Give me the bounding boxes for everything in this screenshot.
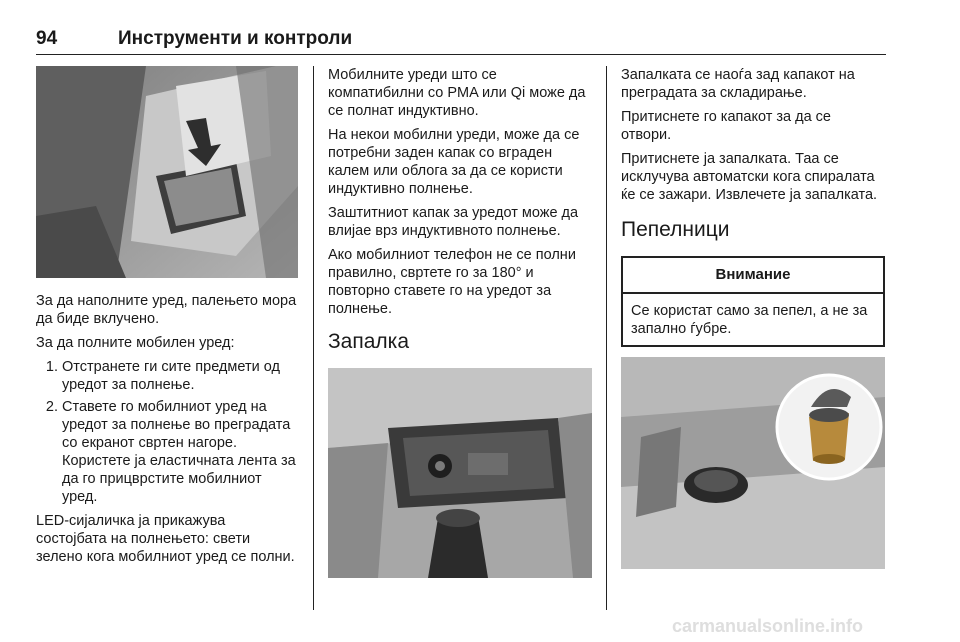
caution-text: Се користат само за пепел, а не за запално ѓубре. xyxy=(631,303,868,337)
list-item: 2. Ставете го мобилниот уред на уредот за полнење во преградата со екранот свртен нагоре. Користете ја еластичната лента за да го прицврстите мобилниот уред. xyxy=(62,398,298,506)
heading-lighter: Запалка xyxy=(328,330,409,353)
list-item: 1. Отстранете ги сите предмети од уредот за полнење. xyxy=(62,358,298,394)
caution-box xyxy=(621,256,885,347)
paragraph-lighter-location: Запалката се наоѓа зад капакот на преградата за складирање. xyxy=(621,67,855,101)
charging-compartment-image xyxy=(36,66,298,278)
chapter-title: Инструменти и контроли xyxy=(118,28,353,49)
page-number: 94 xyxy=(36,28,58,49)
lighter-image xyxy=(328,368,592,578)
paragraph-led: LED-сијаличка ја прикажува состојбата на полнењето: свети зелено кога мобилниот уред се полни. xyxy=(36,513,295,565)
paragraph-press-lighter: Притиснете ја запалката. Таа се исклучува автоматски кога спиралата ќе се зажари. Извлечете ја запалката. xyxy=(621,151,878,203)
paragraph-ignition: За да наполните уред, палењето мора да биде вклучено. xyxy=(36,293,297,327)
heading-ashtrays: Пепелници xyxy=(621,218,730,241)
ashtray-image xyxy=(621,357,885,569)
column-left xyxy=(36,66,298,572)
paragraph-charging-intro: За да полните мобилен уред: xyxy=(36,335,235,351)
paragraph-compatible: Мобилните уреди што се компатибилни со PMA или Qi може да се полнат индуктивно. xyxy=(328,67,586,119)
column-divider xyxy=(313,66,314,610)
paragraph-rotate: Ако мобилниот телефон не се полни правилно, свртете го за 180° и повторно ставете го на уредот за полнење. xyxy=(328,247,576,317)
paragraph-protective-cover: Заштитниот капак за уредот може да влијае врз индуктивното полнење. xyxy=(328,205,579,239)
column-middle xyxy=(328,66,592,578)
caution-title: Внимание xyxy=(623,258,883,294)
column-divider xyxy=(606,66,607,610)
page-header xyxy=(36,26,886,55)
paragraph-press-cover: Притиснете го капакот за да се отвори. xyxy=(621,109,831,143)
watermark: carmanualsonline.info xyxy=(672,616,864,636)
charging-steps xyxy=(36,358,298,506)
paragraph-back-cover: На некои мобилни уреди, може да се потребни заден капак со вграден калем или облога за да се користи индуктивно полнење. xyxy=(328,127,580,197)
column-right xyxy=(621,66,885,569)
